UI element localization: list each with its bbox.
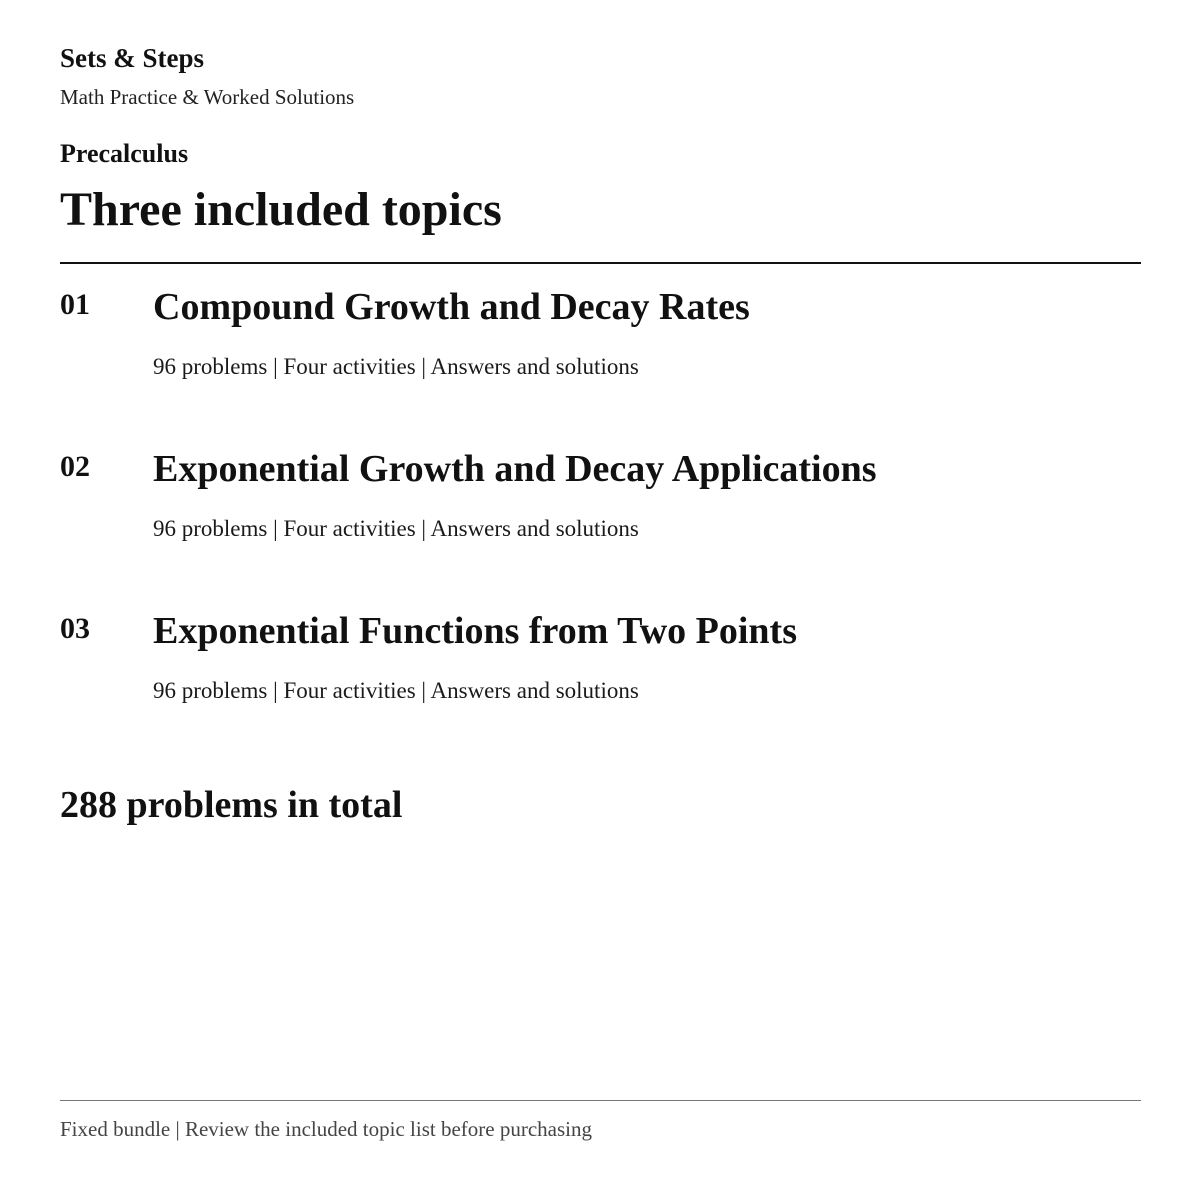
title-divider [60, 262, 1141, 264]
topic-item-2 [60, 449, 1141, 569]
footer-divider [60, 1100, 1141, 1101]
topic-item-1 [60, 287, 1141, 407]
topic-item-3 [60, 611, 1141, 731]
topic-number: 02 [60, 450, 90, 483]
page-title: Three included topics [60, 183, 502, 236]
topic-title: Exponential Functions from Two Points [153, 610, 797, 652]
topic-title: Compound Growth and Decay Rates [153, 286, 750, 328]
brand-tagline: Math Practice & Worked Solutions [60, 85, 355, 109]
category-label: Precalculus [60, 139, 189, 168]
footer-note: Fixed bundle | Review the included topic list before purchasing [60, 1117, 592, 1141]
topic-title: Exponential Growth and Decay Applications [153, 448, 877, 490]
bundle-page [60, 0, 1141, 1200]
topic-meta: 96 problems | Four activities | Answers and solutions [153, 516, 639, 541]
brand-name: Sets & Steps [60, 43, 205, 73]
topic-number: 01 [60, 288, 90, 321]
topic-meta: 96 problems | Four activities | Answers and solutions [153, 354, 639, 379]
topic-meta: 96 problems | Four activities | Answers and solutions [153, 678, 639, 703]
topic-number: 03 [60, 612, 90, 645]
total-problems: 288 problems in total [60, 784, 403, 826]
